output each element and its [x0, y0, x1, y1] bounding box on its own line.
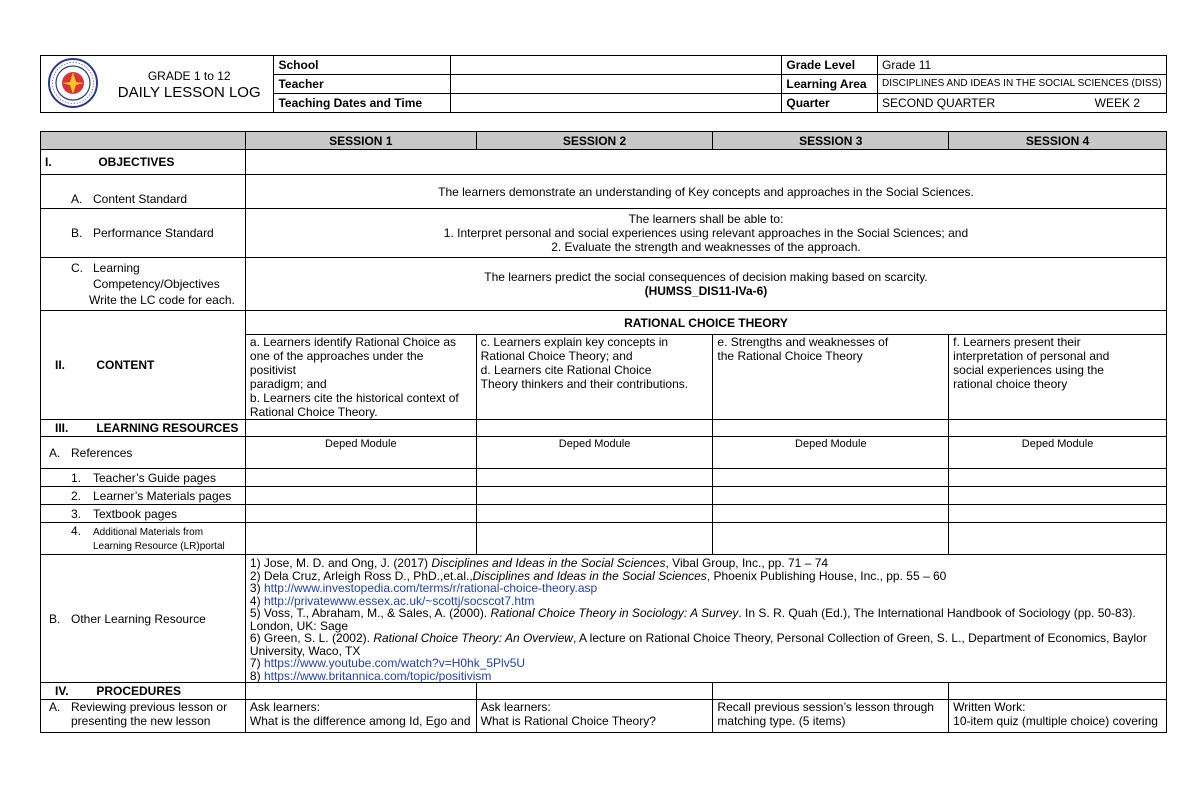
procedure-session-4: Written Work: 10-item quiz (multiple choice) covering [949, 700, 1167, 733]
objectives-heading [41, 150, 246, 175]
log-title: DAILY LESSON LOG [117, 83, 261, 101]
performance-label-cell: B. Performance Standard [41, 209, 246, 258]
session-header: SESSION 3 [713, 132, 949, 150]
reference-item: 4) http://privatewww.essex.ac.uk/~scottj/socscot7.htm [249, 593, 535, 608]
teacher-label: Teacher [274, 75, 451, 94]
content-standard-text: The learners demonstrate an understanding of Key concepts and approaches in the Social Sciences. [245, 175, 1166, 209]
header-table [40, 55, 1167, 113]
dates-field[interactable] [451, 94, 782, 113]
procedure-session-1: Ask learners: What is the difference among Id, Ego and [245, 700, 476, 733]
deped-module: Deped Module [476, 437, 713, 469]
deped-seal-cell [41, 56, 105, 113]
section-number: I. [45, 155, 52, 169]
content-session-1: a. Learners identify Rational Choice as one of the approaches under the positivist paradigm; and b. Learners cite the historical context of Rational Choice Theory. [245, 335, 476, 420]
grade-level-value: Grade 11 [878, 56, 1167, 75]
review-label-cell: A. Reviewing previous lesson or presenting the new lesson [41, 700, 246, 733]
content-standard-label-cell: A. Content Standard [41, 175, 246, 209]
section-title: OBJECTIVES [98, 155, 175, 169]
other-resource-label-cell: B. Other Learning Resource [41, 555, 246, 683]
reference-item: 1) Jose, M. D. and Ong, J. (2017) Disciplines and Ideas in the Social Sciences, Vibal Group, Inc., pp. 71 – 74 [249, 556, 829, 570]
procedure-session-3: Recall previous session’s lesson through matching type. (5 items) [713, 700, 949, 733]
log-title-cell [105, 56, 274, 113]
deped-module: Deped Module [713, 437, 949, 469]
session-header: SESSION 2 [476, 132, 713, 150]
references-label-cell: A. References [41, 437, 246, 469]
reference-item: 5) Voss, T., Abraham, M., & Sales, A. (2000). Rational Choice Theory in Sociology: A Survey. In S. R. Quah (Ed.), The International Handbook of Sociology (pp. 50-83). London, UK: Sage [249, 606, 1136, 633]
content-heading: II. CONTENT [41, 311, 246, 420]
competency-code: (HUMSS_DIS11-IVa-6) [644, 284, 768, 298]
deped-module: Deped Module [245, 437, 476, 469]
content-session-3: e. Strengths and weaknesses of the Rational Choice Theory [713, 335, 949, 420]
grade-level-label: Grade Level [782, 56, 878, 75]
additional-materials-label-cell: 4. Additional Materials from Learning Resource (LR)portal [41, 523, 246, 555]
school-field[interactable] [451, 56, 782, 75]
references-label: References [71, 445, 133, 460]
reference-link[interactable]: https://www.youtube.com/watch?v=H0hk_5Plv5U [263, 656, 526, 670]
reference-link[interactable]: http://www.investopedia.com/terms/r/rational-choice-theory.asp [263, 581, 598, 595]
quarter-label: Quarter [782, 94, 878, 113]
objectives-blank [245, 150, 1166, 175]
deped-seal-icon [48, 58, 98, 108]
deped-module: Deped Module [949, 437, 1167, 469]
competency-label-cell: C. Learning Competency/Objectives Write the LC code for each. [41, 258, 246, 311]
grade-range: GRADE 1 to 12 [147, 68, 231, 83]
quarter-cell [878, 94, 1167, 113]
competency-text: The learners predict the social consequences of decision making based on scarcity. (HUMSS_DIS11-IVa-6) [245, 258, 1166, 311]
session-header-blank [41, 132, 246, 150]
reference-item: 2) Dela Cruz, Arleigh Ross D., PhD.,et.al.,Disciplines and Ideas in the Social Sciences, Phoenix Publishing House, Inc., pp. 55 – 60 [249, 568, 947, 583]
reference-item: 6) Green, S. L. (2002). Rational Choice Theory: An Overview, A lecture on Rational Choice Theory, Personal Collection of Green, S. L., Department of Economics, Baylor University, Waco, TX [249, 631, 1147, 658]
performance-label: Performance Standard [93, 226, 214, 240]
reference-item: 8) https://www.britannica.com/topic/positivism [249, 668, 492, 683]
content-session-2: c. Learners explain key concepts in Rational Choice Theory; and d. Learners cite Rational Choice Theory thinkers and their contributions. [476, 335, 713, 420]
procedure-session-2: Ask learners: What is Rational Choice Theory? [476, 700, 713, 733]
learning-area-value: DISCIPLINES AND IDEAS IN THE SOCIAL SCIENCES (DISS) [878, 75, 1167, 94]
teacher-field[interactable] [451, 75, 782, 94]
tb-label-cell: 3. Textbook pages [41, 505, 246, 523]
other-resource-label: Other Learning Resource [71, 611, 206, 626]
school-label: School [274, 56, 451, 75]
week-value: WEEK 2 [1094, 96, 1140, 110]
performance-text: The learners shall be able to: 1. Interpret personal and social experiences using relevant approaches in the Social Sciences; and 2. Evaluate the strength and weaknesses of the approach. [245, 209, 1166, 258]
content-topic: RATIONAL CHOICE THEORY [245, 311, 1166, 335]
session-header: SESSION 4 [949, 132, 1167, 150]
quarter-value: SECOND QUARTER [882, 96, 996, 110]
learning-area-label: Learning Area [782, 75, 878, 94]
reference-item: 3) http://www.investopedia.com/terms/r/rational-choice-theory.asp [249, 581, 598, 595]
reference-list [245, 555, 1166, 683]
reference-link[interactable]: https://www.britannica.com/topic/positivism [263, 668, 492, 683]
content-standard-label: Content Standard [93, 192, 188, 206]
procedures-heading: IV. PROCEDURES [41, 683, 246, 700]
lm-label-cell: 2. Learner’s Materials pages [41, 487, 246, 505]
reference-link[interactable]: http://privatewww.essex.ac.uk/~scottj/socscot7.htm [263, 593, 535, 608]
session-header: SESSION 1 [245, 132, 476, 150]
content-session-4: f. Learners present their interpretation of personal and social experiences using the rational choice theory [949, 335, 1167, 420]
dates-label: Teaching Dates and Time [274, 94, 451, 113]
reference-item: 7) https://www.youtube.com/watch?v=H0hk_5Plv5U [249, 656, 526, 670]
tg-label-cell: 1. Teacher’s Guide pages [41, 469, 246, 487]
resources-heading: III. LEARNING RESOURCES [41, 420, 246, 437]
lesson-log-table [40, 131, 1167, 733]
